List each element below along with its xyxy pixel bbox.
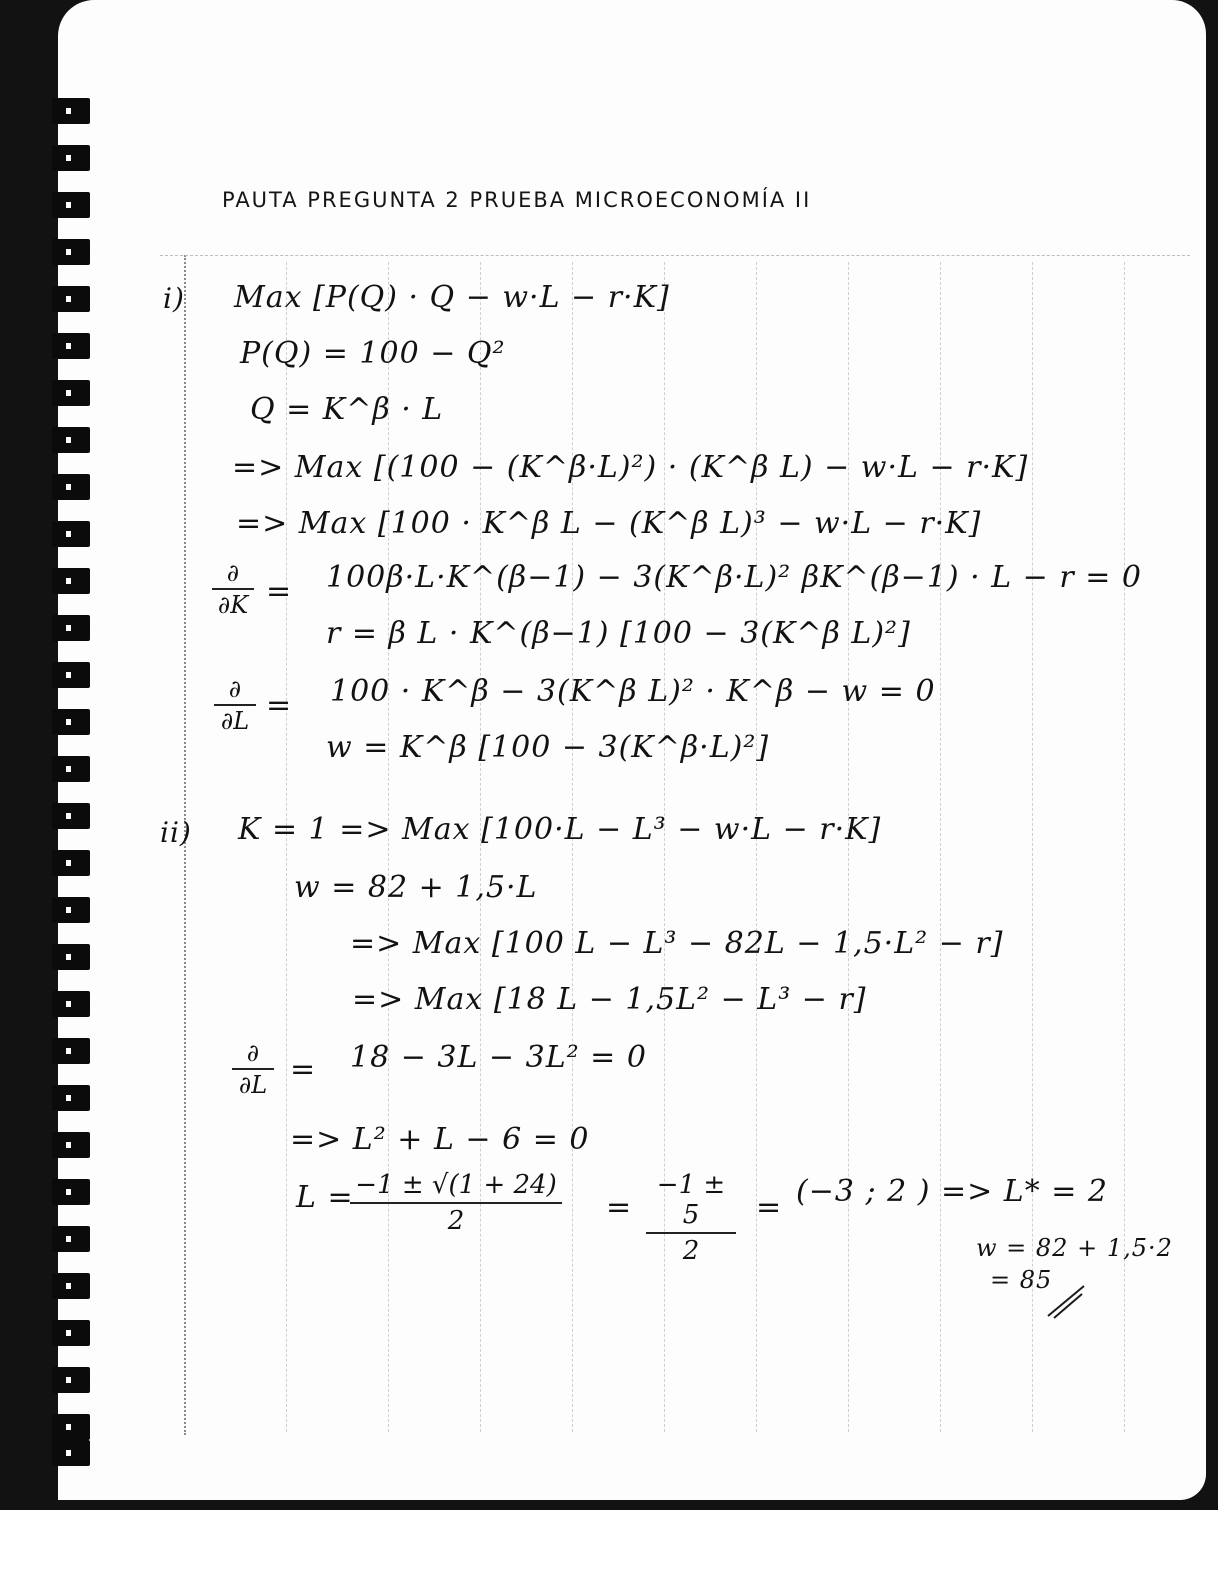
foc-l-expression: 100 · K^β − 3(K^β L)² · K^β − w = 0 (330, 674, 936, 709)
binding-ring (52, 380, 90, 406)
partial-l-operator-ii (232, 1040, 274, 1098)
foc-l-expression-ii: 18 − 3L − 3L² = 0 (350, 1040, 647, 1075)
binding-ring (52, 1038, 90, 1064)
binding-ring (52, 1085, 90, 1111)
binding-ring (52, 1440, 90, 1466)
header-rule (160, 255, 1190, 256)
binding-ring (52, 1273, 90, 1299)
binding-ring (52, 897, 90, 923)
binding-ring (52, 239, 90, 265)
partial-num: ∂ (228, 675, 242, 703)
scan-bottom-margin (0, 1510, 1218, 1582)
substituted-wage-line: => Max [100 L − L³ − 82L − 1,5·L² − r] (350, 926, 1004, 961)
equals-sign: = (290, 1052, 317, 1087)
binding-ring (52, 850, 90, 876)
binding-ring (52, 991, 90, 1017)
binding-ring (52, 944, 90, 970)
k-equals-one-line: K = 1 => Max [100·L − L³ − w·L − r·K] (238, 812, 882, 847)
partial-l-operator (214, 676, 256, 734)
binding-ring (52, 1414, 90, 1440)
equals-sign: = (606, 1190, 633, 1225)
formula-numerator: −1 ± 5 (656, 1170, 726, 1230)
simplified-formula (646, 1170, 736, 1266)
grid-line (848, 262, 849, 1432)
binding-ring (52, 709, 90, 735)
equals-sign: = (756, 1190, 783, 1225)
binding-ring (52, 1367, 90, 1393)
binding-ring (52, 98, 90, 124)
l-equals: L = (296, 1180, 354, 1215)
partial-den: ∂K (217, 591, 249, 619)
grid-line (388, 262, 389, 1432)
binding-ring (52, 286, 90, 312)
quadratic-formula (350, 1170, 562, 1236)
partial-den: ∂L (220, 707, 250, 735)
r-solution: r = β L · K^(β−1) [100 − 3(K^β L)²] (326, 616, 911, 651)
binding-ring (52, 145, 90, 171)
binding-ring (52, 333, 90, 359)
binding-ring (52, 1179, 90, 1205)
partial-num: ∂ (226, 559, 240, 587)
grid-line (286, 262, 287, 1432)
production-line: Q = K^β · L (250, 392, 444, 427)
spiral-binding (52, 98, 92, 1468)
binding-ring (52, 756, 90, 782)
equals-sign: = (266, 574, 293, 609)
binding-ring (52, 615, 90, 641)
w-solution: w = K^β [100 − 3(K^β·L)²] (326, 730, 770, 765)
partial-num: ∂ (246, 1039, 260, 1067)
grid-line (572, 262, 573, 1432)
foc-k-expression: 100β·L·K^(β−1) − 3(K^β·L)² βK^(β−1) · L − r = 0 (326, 560, 1142, 595)
roots-result: (−3 ; 2 ) => L* = 2 (796, 1174, 1108, 1209)
binding-ring (52, 662, 90, 688)
binding-ring (52, 192, 90, 218)
grid-line (480, 262, 481, 1432)
simplified-profit-line: => Max [18 L − 1,5L² − L³ − r] (352, 982, 867, 1017)
binding-ring (52, 521, 90, 547)
partial-k-operator (212, 560, 254, 618)
binding-ring (52, 1226, 90, 1252)
demand-line: P(Q) = 100 − Q² (240, 336, 506, 371)
formula-denominator: 2 (447, 1206, 465, 1236)
objective-line: Max [P(Q) · Q − w·L − r·K] (234, 280, 670, 315)
wage-result: = 85 (990, 1266, 1053, 1294)
page-title: PAUTA PREGUNTA 2 PRUEBA MICROECONOMÍA II (222, 188, 812, 212)
simplified-line: => Max [100 · K^β L − (K^β L)³ − w·L − r·K] (236, 506, 982, 541)
wage-calculation: w = 82 + 1,5·2 (976, 1234, 1173, 1262)
binding-ring (52, 803, 90, 829)
wage-function-line: w = 82 + 1,5·L (294, 870, 538, 905)
grid-line (756, 262, 757, 1432)
checkmark-icon (1046, 1282, 1086, 1322)
grid-line (940, 262, 941, 1432)
binding-ring (52, 1320, 90, 1346)
part-i-label: i) (163, 282, 185, 315)
formula-numerator: −1 ± √(1 + 24) (355, 1170, 557, 1200)
binding-ring (52, 474, 90, 500)
binding-ring (52, 568, 90, 594)
quadratic-line: => L² + L − 6 = 0 (290, 1122, 590, 1157)
partial-den: ∂L (238, 1071, 268, 1099)
binding-ring (52, 1132, 90, 1158)
equals-sign: = (266, 688, 293, 723)
substituted-line: => Max [(100 − (K^β·L)²) · (K^β L) − w·L − r·K] (232, 450, 1029, 485)
part-ii-label: ii) (160, 816, 192, 849)
formula-denominator: 2 (682, 1236, 700, 1266)
binding-ring (52, 427, 90, 453)
